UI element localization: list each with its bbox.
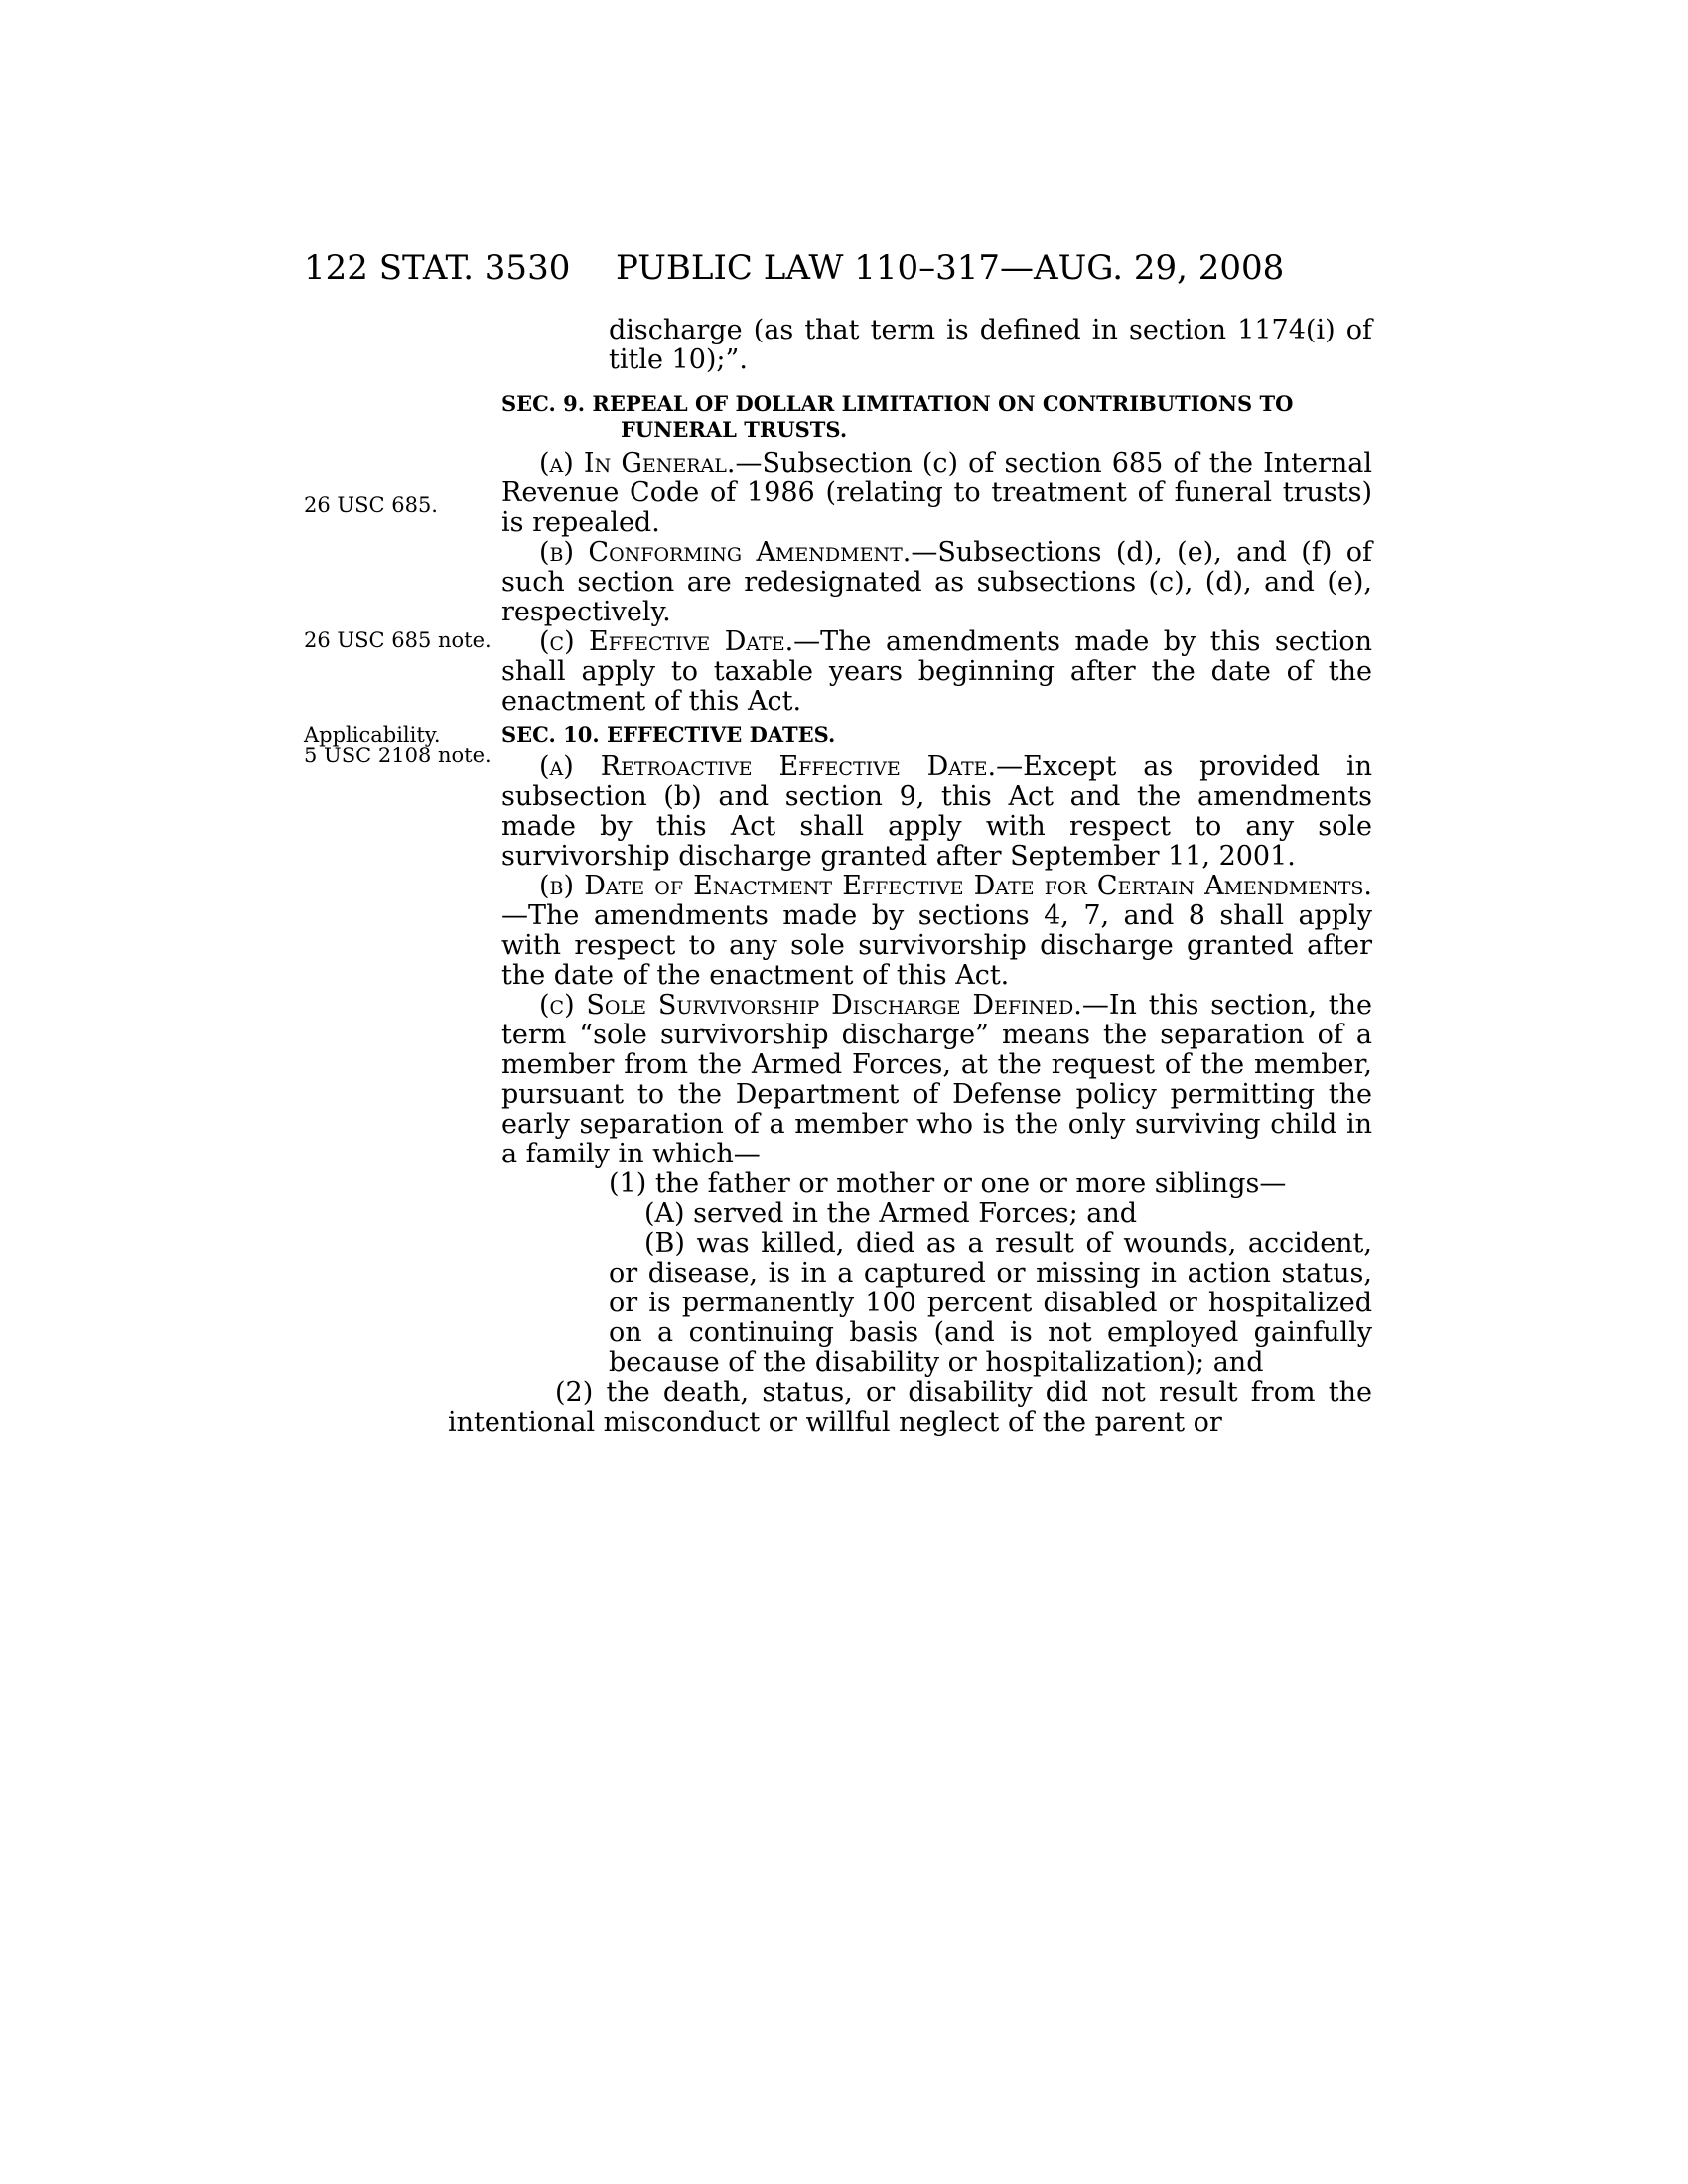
sec9-b-label: (b) Conforming Amendment. — [539, 537, 912, 568]
sec10-a-text: —Except as provided in subsection (b) and section 9, this Act and the amendments made by this Act shall apply with respect to any sole survivorship discharge granted after September 11, 2001. — [501, 751, 1372, 872]
carryover-text — [501, 316, 1372, 375]
section-10-body — [448, 751, 1372, 1437]
sec10-c-label: (c) Sole Survivorship Discharge Defined. — [539, 990, 1082, 1021]
sec9-c-label: (c) Effective Date. — [539, 626, 794, 657]
margin-note-applicability: Applicability. — [304, 723, 441, 747]
sec9-subsection-a — [501, 449, 1372, 538]
page-header-title: PUBLIC LAW 110–317—AUG. 29, 2008 — [616, 248, 1285, 288]
sec9-a-label: (a) In General. — [539, 448, 736, 478]
sec10-b-text: —The amendments made by sections 4, 7, and 8 shall apply with respect to any sole survivorship discharge granted after the date of the enactment of this Act. — [501, 900, 1372, 991]
sec10-subsection-a — [501, 752, 1372, 872]
sec9-c-text: —The amendments made by this section shall apply to taxable years beginning after the date of the enactment of this Act. — [501, 626, 1372, 717]
sec10-paragraph-2: (2) the death, status, or disability did not result from the intentional misconduct or willful neglect of the parent or — [448, 1377, 1372, 1437]
sec9-a-text: —Subsection (c) of section 685 of the Internal Revenue Code of 1986 (relating to treatment of funeral trusts) is repealed. — [501, 448, 1372, 538]
section-9-heading-line1: SEC. 9. REPEAL OF DOLLAR LIMITATION ON CONTRIBUTIONS TO — [501, 391, 1294, 416]
section-10-heading — [501, 722, 1372, 748]
sec10-a-label: (a) Retroactive Effective Date. — [539, 751, 997, 782]
sec10-subparagraph-b: (B) was killed, died as a result of wounds, accident, or disease, is in a captured or missing in action status, or is permanently 100 percent disabled or hospitalized on a continuing basis (and is not employed gainfully because of the disability or hospitalization); and — [609, 1228, 1372, 1378]
sec9-subsection-c — [501, 627, 1372, 717]
section-10-heading-text: SEC. 10. EFFECTIVE DATES. — [501, 722, 836, 747]
margin-note-26usc685: 26 USC 685. — [304, 493, 438, 517]
sec9-b-text: —Subsections (d), (e), and (f) of such section are redesignated as subsections (c), (d), and (e), respectively. — [501, 537, 1372, 627]
page-stat-number: 122 STAT. 3530 — [304, 248, 571, 288]
sec10-subsection-c — [501, 991, 1372, 1169]
section-9-heading — [501, 391, 1372, 443]
margin-note-5usc2108: 5 USC 2108 note. — [304, 744, 492, 767]
margin-note-26usc685-note: 26 USC 685 note. — [304, 628, 492, 652]
carryover-paragraph: discharge (as that term is defined in section 1174(i) of title 10);”. — [609, 315, 1372, 375]
sec10-paragraph-1: (1) the father or mother or one or more siblings— — [609, 1168, 1287, 1199]
sec10-b-label: (b) Date of Enactment Effective Date for Certain Amendments. — [539, 871, 1372, 901]
section-9-body — [501, 449, 1372, 717]
sec10-subsection-b — [501, 872, 1372, 991]
section-9-heading-line2: FUNERAL TRUSTS. — [621, 417, 848, 442]
sec10-c-text: —In this section, the term “sole survivorship discharge” means the separation of a member from the Armed Forces, at the request of the member, pursuant to the Department of Defense policy permitting the early separation of a member who is the only surviving child in a family in which— — [501, 990, 1372, 1169]
sec10-subparagraph-a: (A) served in the Armed Forces; and — [644, 1198, 1138, 1229]
sec9-subsection-b — [501, 538, 1372, 627]
